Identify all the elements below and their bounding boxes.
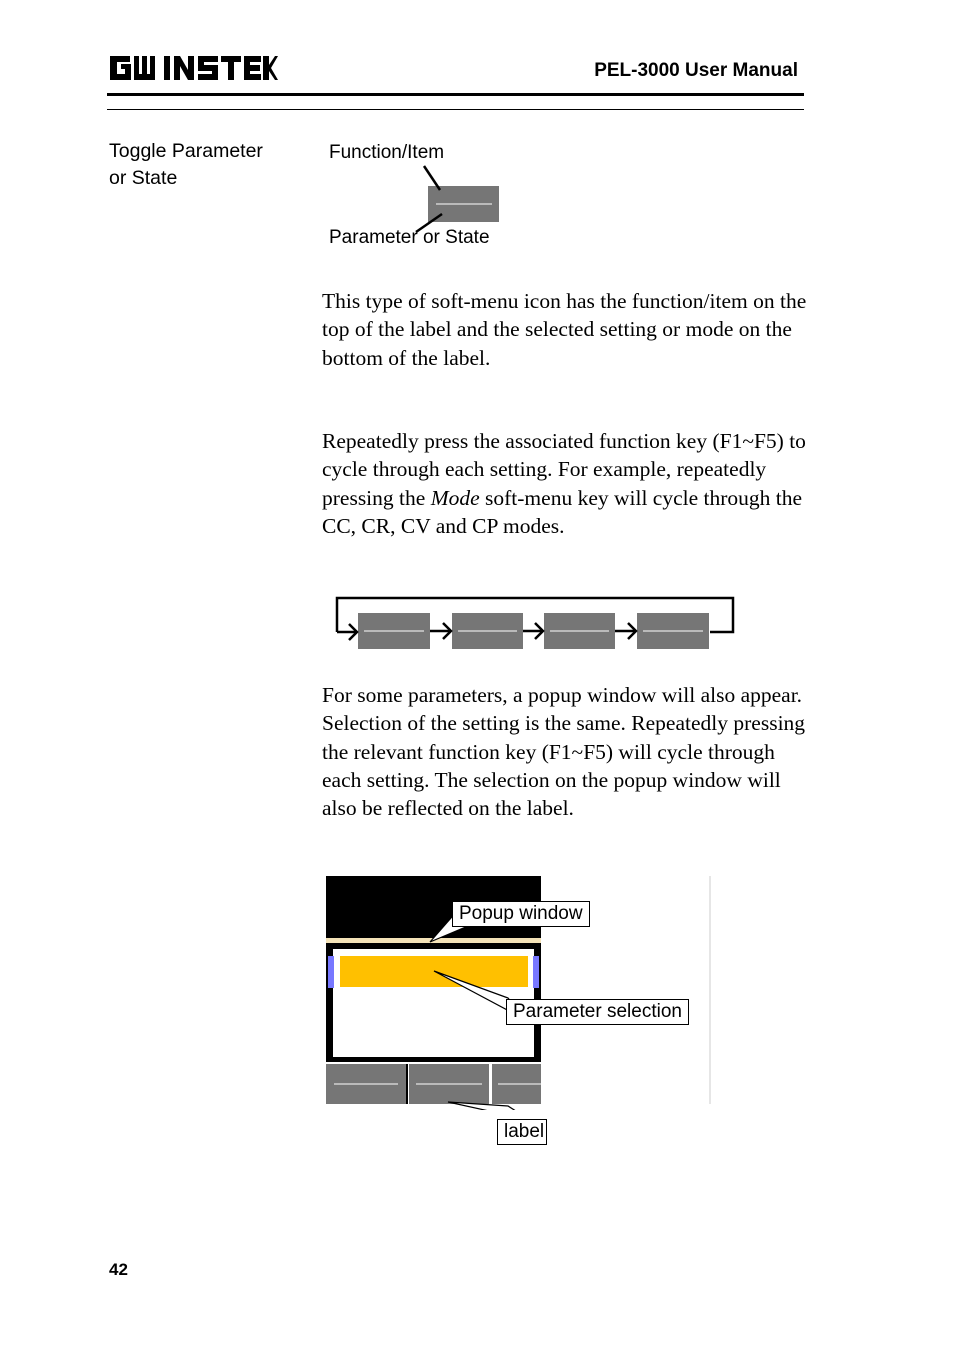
paragraph-2-after: soft-menu key will cycle through the CC, CR, CV and CP modes. (322, 485, 803, 538)
parameter-selection-callout: Parameter selection (506, 999, 689, 1025)
function-item-callout: Function/Item (329, 142, 445, 163)
mode-key-name: Mode (430, 485, 480, 510)
popup-window-callout: Popup window (452, 901, 590, 927)
page-number: 42 (109, 1260, 128, 1279)
header-rule-thin (107, 109, 804, 110)
paragraph-3: For some parameters, a popup window will also appear. Selection of the setting is the same. Repeatedly pressing the relevant function key (F1~F5) will cycle through each setting. The selection on the popup window will also be reflected on the label. (322, 683, 806, 821)
parameter-state-callout: Parameter or State (329, 227, 490, 248)
paragraph-2-before: Repeatedly press the associated function key (F1~F5) to cycle through each setting. For example, repeatedly pressing the (322, 429, 806, 510)
paragraph-1: This type of soft-menu icon has the function/item on the top of the label and the selected setting or mode on the bottom of the label. (322, 289, 807, 370)
gw-instek-logo (108, 52, 278, 84)
section-label (109, 138, 299, 192)
popup-right-accent (533, 956, 539, 988)
manual-title: PEL-3000 User Manual (594, 60, 798, 81)
section-label-line2: or State (109, 167, 178, 189)
popup-left-accent (328, 956, 334, 988)
mode-cycle-diagram (330, 590, 750, 660)
header-rule-thick (107, 93, 804, 96)
label-callout: label (497, 1119, 547, 1145)
softkey-icon-diagram (410, 160, 520, 240)
section-label-line1: Toggle Parameter (109, 140, 263, 162)
paragraph-2 (322, 427, 812, 540)
